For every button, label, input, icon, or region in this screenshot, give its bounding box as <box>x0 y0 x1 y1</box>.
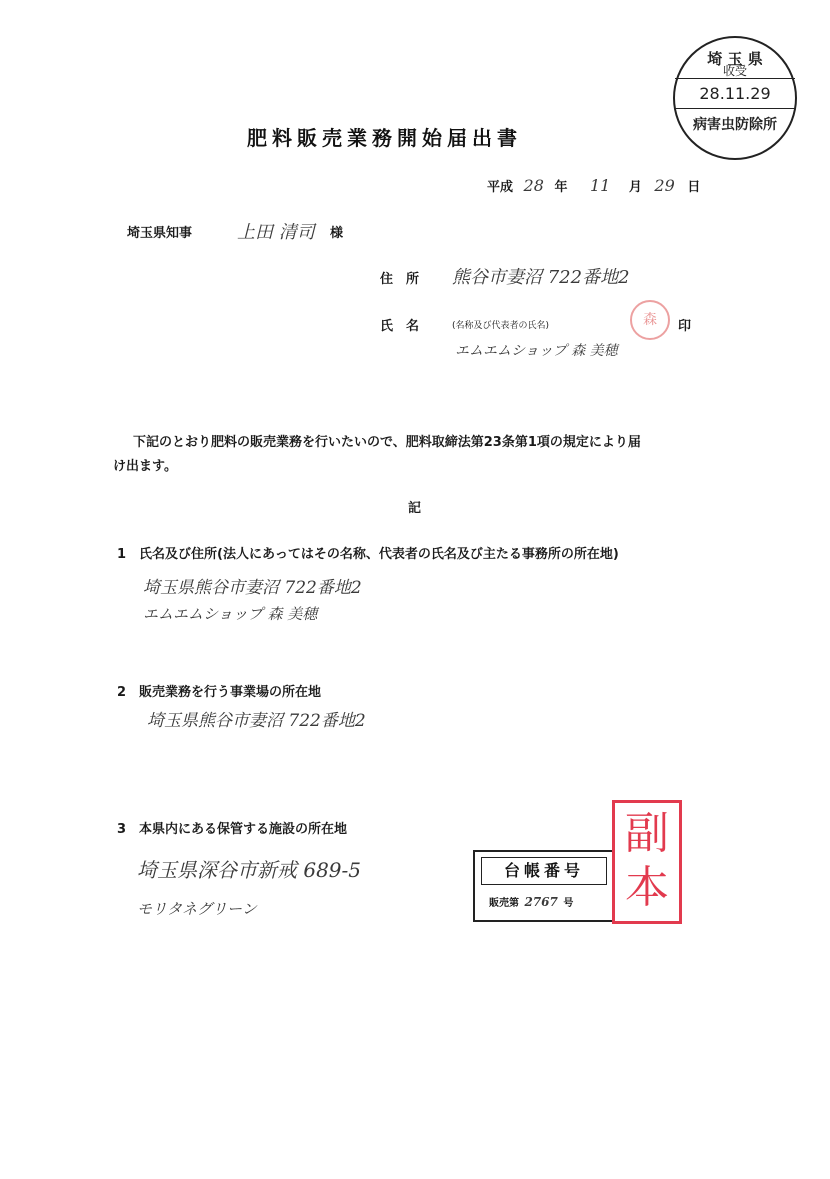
addressee-label: 埼玉県知事 <box>127 226 193 241</box>
name-note: (名称及び代表者の氏名) <box>452 321 550 331</box>
date-era: 平成 <box>487 180 514 195</box>
stamp-office: 病害虫防除所 <box>693 117 777 133</box>
item-2-heading: 2 販売業務を行う事業場の所在地 <box>117 685 322 700</box>
address-label: 住 所 <box>380 272 420 287</box>
item-2-line-1: 埼玉県熊谷市妻沼 722番地2 <box>147 711 366 731</box>
stamp-received: 收受 <box>722 64 747 78</box>
receipt-stamp <box>673 36 797 160</box>
applicant-name: エムエムショップ 森 美穂 <box>455 343 618 359</box>
body-text-line-2: け出ます。 <box>113 459 177 474</box>
item-1-line-2: エムエムショップ 森 美穂 <box>143 605 318 623</box>
date-day: 29 <box>654 176 675 195</box>
register-prefix: 販売第 <box>489 898 519 909</box>
register-number: 2767 <box>524 895 558 909</box>
seal-mark: 印 <box>678 319 692 334</box>
document-title: 肥料販売業務開始届出書 <box>247 126 522 150</box>
item-1-heading: 1 氏名及び住所(法人にあってはその名称、代表者の氏名及び主たる事務所の所在地) <box>117 547 619 562</box>
name-label: 氏 名 <box>380 319 420 334</box>
addressee-name: 上田 清司 <box>237 222 315 243</box>
date-month-unit: 月 <box>628 180 642 195</box>
applicant-address: 熊谷市妻沼 722番地2 <box>452 267 630 288</box>
body-text-line-1: 下記のとおり肥料の販売業務を行いたいので、肥料取締法第23条第1項の規定により届 <box>133 435 641 450</box>
item-3-heading: 3 本県内にある保管する施設の所在地 <box>117 822 348 837</box>
date-month: 11 <box>589 176 611 195</box>
stamp-prefecture: 埼 玉 県 <box>707 50 763 68</box>
date-year: 28 <box>523 176 544 195</box>
date-day-unit: 日 <box>687 180 701 195</box>
copy-stamp <box>612 800 682 924</box>
date-line <box>487 176 700 195</box>
register-header: 台帳番号 <box>481 857 607 885</box>
item-3-line-2: モリタネグリーン <box>137 900 257 918</box>
item-1-line-1: 埼玉県熊谷市妻沼 722番地2 <box>143 578 362 598</box>
register-number-line <box>489 894 573 909</box>
copy-stamp-text: 副本 <box>625 808 669 913</box>
personal-seal: 森 <box>630 300 670 340</box>
register-suffix: 号 <box>563 898 574 909</box>
stamp-date: 28.11.29 <box>699 84 771 103</box>
ki-heading: 記 <box>408 501 422 516</box>
item-3-line-1: 埼玉県深谷市新戒 689-5 <box>137 858 362 882</box>
register-number-box <box>473 850 615 922</box>
date-year-unit: 年 <box>554 180 568 195</box>
addressee-honorific: 様 <box>330 226 344 241</box>
